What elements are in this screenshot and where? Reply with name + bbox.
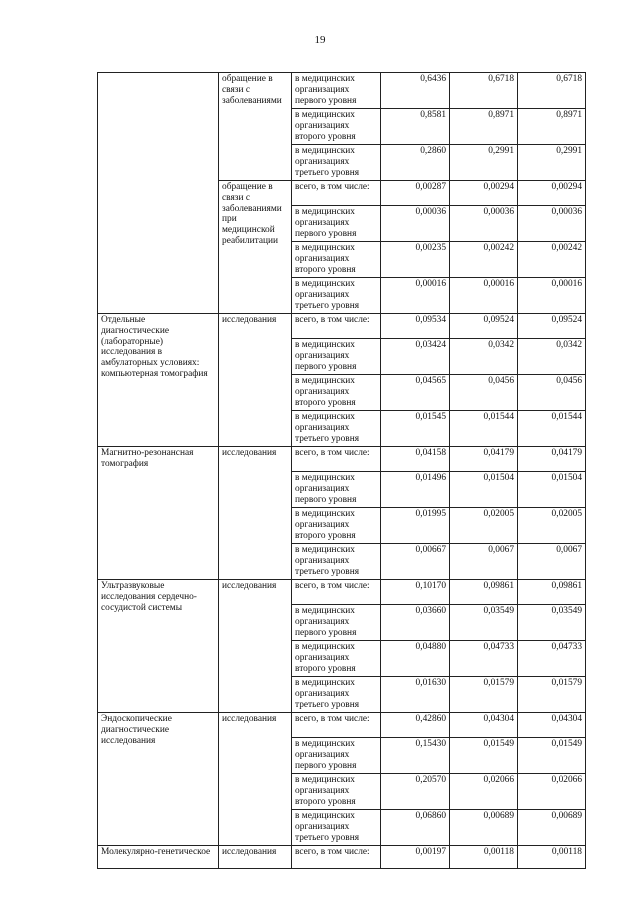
value-cell: 0,0456 [518, 375, 586, 411]
value-cell: 0,01549 [450, 738, 518, 774]
value-cell: 0,00016 [381, 278, 450, 314]
unit-cell: обращение в связи с заболеваниями при медицинской реабилитации [219, 181, 292, 314]
value-cell: 0,00036 [450, 206, 518, 242]
value-cell: 0,04880 [381, 641, 450, 677]
value-cell: 0,00287 [381, 181, 450, 206]
value-cell: 0,03549 [450, 605, 518, 641]
level-cell: в медицинских организациях третьего уровня [292, 810, 381, 846]
row-title-cell: Магнитно-резонансная томография [98, 447, 219, 580]
value-cell: 0,10170 [381, 580, 450, 605]
value-cell: 0,0067 [518, 544, 586, 580]
value-cell: 0,20570 [381, 774, 450, 810]
value-cell: 0,09861 [450, 580, 518, 605]
value-cell: 0,2860 [381, 145, 450, 181]
value-cell: 0,6718 [450, 73, 518, 109]
level-cell: в медицинских организациях третьего уровня [292, 544, 381, 580]
value-cell: 0,42860 [381, 713, 450, 738]
unit-cell: исследования [219, 713, 292, 846]
value-cell: 0,09534 [381, 314, 450, 339]
value-cell: 0,8971 [518, 109, 586, 145]
value-cell: 0,01504 [450, 472, 518, 508]
level-cell: в медицинских организациях первого уровня [292, 738, 381, 774]
level-cell: в медицинских организациях первого уровня [292, 472, 381, 508]
table-row [98, 713, 586, 738]
page-number: 19 [314, 34, 326, 46]
row-title-cell [98, 73, 219, 314]
level-cell: в медицинских организациях второго уровня [292, 375, 381, 411]
value-cell: 0,02066 [518, 774, 586, 810]
row-title-cell: Ультразвуковые исследования сердечно-сосудистой системы [98, 580, 219, 713]
value-cell: 0,09524 [450, 314, 518, 339]
value-cell: 0,04733 [450, 641, 518, 677]
level-cell: всего, в том числе: [292, 314, 381, 339]
value-cell: 0,00036 [381, 206, 450, 242]
level-cell: в медицинских организациях первого уровня [292, 339, 381, 375]
value-cell: 0,00036 [518, 206, 586, 242]
unit-cell: исследования [219, 447, 292, 580]
unit-cell: обращение в связи с заболеваниями [219, 73, 292, 181]
value-cell: 0,03549 [518, 605, 586, 641]
value-cell: 0,03660 [381, 605, 450, 641]
value-cell: 0,00118 [450, 846, 518, 869]
unit-cell: исследования [219, 846, 292, 869]
value-cell: 0,01995 [381, 508, 450, 544]
level-cell: в медицинских организациях второго уровня [292, 774, 381, 810]
level-cell: всего, в том числе: [292, 447, 381, 472]
value-cell: 0,00118 [518, 846, 586, 869]
value-cell: 0,01549 [518, 738, 586, 774]
row-title-cell: Отдельные диагностические (лабораторные) исследования в амбулаторных условиях: компьютерная томография [98, 314, 219, 447]
value-cell: 0,2991 [518, 145, 586, 181]
value-cell: 0,01544 [450, 411, 518, 447]
value-cell: 0,00294 [450, 181, 518, 206]
value-cell: 0,02066 [450, 774, 518, 810]
unit-cell: исследования [219, 314, 292, 447]
level-cell: в медицинских организациях второго уровня [292, 641, 381, 677]
table-row [98, 447, 586, 472]
value-cell: 0,00242 [518, 242, 586, 278]
value-cell: 0,02005 [518, 508, 586, 544]
value-cell: 0,04565 [381, 375, 450, 411]
value-cell: 0,0342 [450, 339, 518, 375]
value-cell: 0,00689 [518, 810, 586, 846]
level-cell: всего, в том числе: [292, 580, 381, 605]
value-cell: 0,01579 [450, 677, 518, 713]
value-cell: 0,01630 [381, 677, 450, 713]
level-cell: в медицинских организациях второго уровня [292, 242, 381, 278]
level-cell: в медицинских организациях третьего уровня [292, 411, 381, 447]
value-cell: 0,04304 [450, 713, 518, 738]
value-cell: 0,2991 [450, 145, 518, 181]
value-cell: 0,04304 [518, 713, 586, 738]
level-cell: в медицинских организациях первого уровня [292, 206, 381, 242]
level-cell: в медицинских организациях второго уровня [292, 508, 381, 544]
value-cell: 0,01545 [381, 411, 450, 447]
value-cell: 0,00667 [381, 544, 450, 580]
value-cell: 0,01496 [381, 472, 450, 508]
value-cell: 0,04179 [450, 447, 518, 472]
level-cell: в медицинских организациях третьего уровня [292, 278, 381, 314]
level-cell: в медицинских организациях второго уровня [292, 109, 381, 145]
table-row [98, 580, 586, 605]
value-cell: 0,09861 [518, 580, 586, 605]
value-cell: 0,00197 [381, 846, 450, 869]
value-cell: 0,04158 [381, 447, 450, 472]
level-cell: всего, в том числе: [292, 181, 381, 206]
value-cell: 0,8971 [450, 109, 518, 145]
value-cell: 0,02005 [450, 508, 518, 544]
level-cell: всего, в том числе: [292, 846, 381, 869]
value-cell: 0,0067 [450, 544, 518, 580]
level-cell: в медицинских организациях третьего уровня [292, 145, 381, 181]
level-cell: в медицинских организациях первого уровня [292, 73, 381, 109]
value-cell: 0,01544 [518, 411, 586, 447]
value-cell: 0,0456 [450, 375, 518, 411]
unit-cell: исследования [219, 580, 292, 713]
value-cell: 0,01579 [518, 677, 586, 713]
value-cell: 0,8581 [381, 109, 450, 145]
value-cell: 0,00016 [450, 278, 518, 314]
level-cell: в медицинских организациях первого уровня [292, 605, 381, 641]
table-row [98, 314, 586, 339]
value-cell: 0,15430 [381, 738, 450, 774]
value-cell: 0,00016 [518, 278, 586, 314]
value-cell: 0,04733 [518, 641, 586, 677]
value-cell: 0,04179 [518, 447, 586, 472]
normatives-table [97, 72, 586, 869]
table-row [98, 846, 586, 869]
level-cell: всего, в том числе: [292, 713, 381, 738]
row-title-cell: Молекулярно-генетическое [98, 846, 219, 869]
value-cell: 0,01504 [518, 472, 586, 508]
value-cell: 0,6436 [381, 73, 450, 109]
row-title-cell: Эндоскопические диагностические исследования [98, 713, 219, 846]
value-cell: 0,09524 [518, 314, 586, 339]
value-cell: 0,00689 [450, 810, 518, 846]
value-cell: 0,6718 [518, 73, 586, 109]
table-row [98, 73, 586, 109]
value-cell: 0,03424 [381, 339, 450, 375]
value-cell: 0,00242 [450, 242, 518, 278]
value-cell: 0,00294 [518, 181, 586, 206]
level-cell: в медицинских организациях третьего уровня [292, 677, 381, 713]
value-cell: 0,0342 [518, 339, 586, 375]
value-cell: 0,06860 [381, 810, 450, 846]
value-cell: 0,00235 [381, 242, 450, 278]
